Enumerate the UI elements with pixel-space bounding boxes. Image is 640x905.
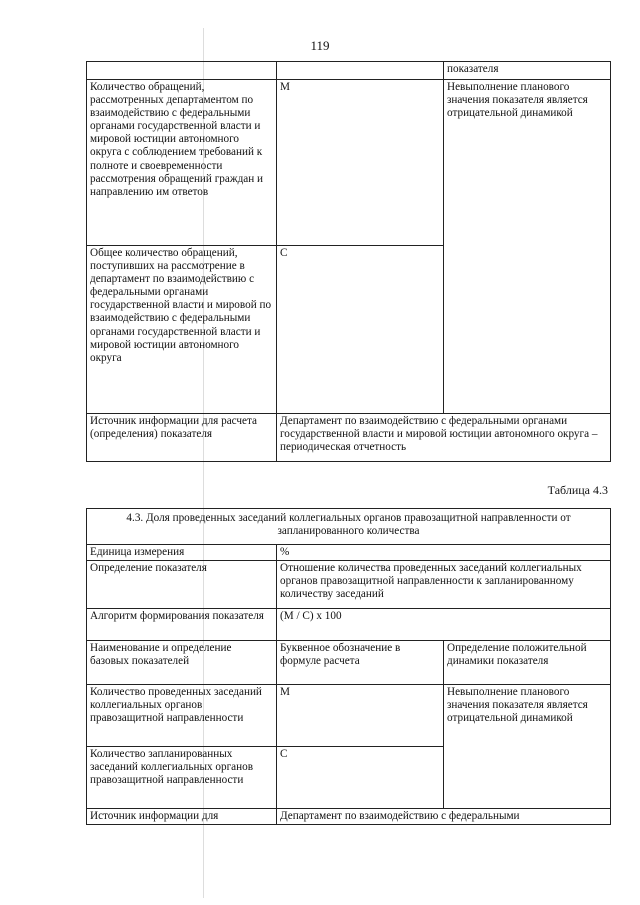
source-label: Источник информации для bbox=[87, 809, 277, 825]
table-cell: показателя bbox=[444, 62, 611, 80]
indicator-table-4-2-continued bbox=[86, 61, 611, 462]
table-row bbox=[87, 545, 611, 561]
table-header-row bbox=[87, 641, 611, 685]
table-row bbox=[87, 809, 611, 825]
definition-value: Отношение количества проведенных заседаний коллегиальных органов правозащитной направленности к запланированному количеству заседаний bbox=[277, 561, 611, 609]
algorithm-value: (М / С) х 100 bbox=[277, 609, 611, 641]
positive-dynamics-definition: Невыполнение планового значения показателя является отрицательной динамикой bbox=[444, 80, 611, 414]
header-base-indicators: Наименование и определение базовых показателей bbox=[87, 641, 277, 685]
source-value: Департамент по взаимодействию с федеральными bbox=[277, 809, 611, 825]
formula-symbol: М bbox=[277, 685, 444, 747]
formula-symbol: С bbox=[277, 747, 444, 809]
formula-symbol: С bbox=[277, 246, 444, 414]
table-row bbox=[87, 685, 611, 747]
table-row bbox=[87, 561, 611, 609]
table-title: 4.3. Доля проведенных заседаний коллегиальных органов правозащитной направленности от запланированного количества bbox=[87, 509, 611, 545]
indicator-table-4-3 bbox=[86, 508, 611, 825]
table-row bbox=[87, 509, 611, 545]
header-formula-symbol: Буквенное обозначение в формуле расчета bbox=[277, 641, 444, 685]
table-row bbox=[87, 609, 611, 641]
page-number: 119 bbox=[310, 38, 330, 53]
base-indicator-name: Количество обращений, рассмотренных департаментом по взаимодействию с федеральными органами государственной власти и мировой юстиции автономного округа с соблюдением требований к полноте и своевременности рассмотрения обращений граждан и направлению им ответов bbox=[87, 80, 277, 246]
source-label: Источник информации для расчета (определения) показателя bbox=[87, 414, 277, 462]
table-row bbox=[87, 62, 611, 80]
table-caption: Таблица 4.3 bbox=[547, 483, 608, 497]
table-row bbox=[87, 414, 611, 462]
table-row bbox=[87, 80, 611, 246]
base-indicator-name: Общее количество обращений, поступивших на рассмотрение в департамент по взаимодействию с федеральными органами государственной власти и мировой по взаимодействию с федеральными органами государственной власти и мировой юстиции автономного округа bbox=[87, 246, 277, 414]
table-cell bbox=[87, 62, 277, 80]
base-indicator-name: Количество проведенных заседаний коллегиальных органов правозащитной направленности bbox=[87, 685, 277, 747]
table-cell bbox=[277, 62, 444, 80]
source-value: Департамент по взаимодействию с федеральными органами государственной власти и мировой юстиции автономного округа – периодическая отчетность bbox=[277, 414, 611, 462]
unit-value: % bbox=[277, 545, 611, 561]
unit-label: Единица измерения bbox=[87, 545, 277, 561]
formula-symbol: М bbox=[277, 80, 444, 246]
base-indicator-name: Количество запланированных заседаний коллегиальных органов правозащитной направленности bbox=[87, 747, 277, 809]
header-positive-dynamics: Определение положительной динамики показателя bbox=[444, 641, 611, 685]
algorithm-label: Алгоритм формирования показателя bbox=[87, 609, 277, 641]
positive-dynamics-definition: Невыполнение планового значения показателя является отрицательной динамикой bbox=[444, 685, 611, 809]
definition-label: Определение показателя bbox=[87, 561, 277, 609]
